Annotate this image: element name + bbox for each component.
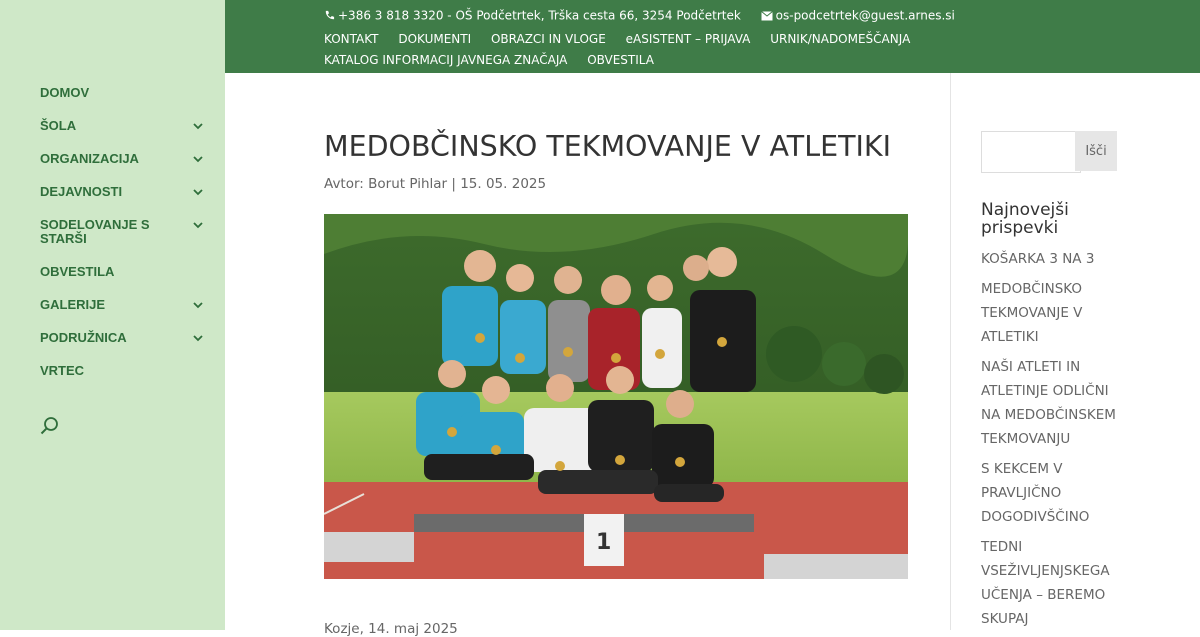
recent-post-link[interactable]: TEDNI VSEŽIVLJENJSKEGA UČENJA – BEREMO SKUPAJ [981, 539, 1110, 627]
content-divider [950, 73, 951, 630]
search-icon[interactable] [40, 416, 60, 436]
topmenu-kontakt[interactable]: KONTAKT [324, 32, 379, 46]
topmenu-obrazci[interactable]: OBRAZCI IN VLOGE [490, 32, 606, 46]
nav-item-galerije[interactable] [40, 298, 210, 312]
phone-icon [324, 10, 335, 21]
secondary-nav [324, 29, 964, 71]
contact-email[interactable]: os-podcetrtek@guest.arnes.si [775, 8, 955, 23]
recent-post-link[interactable]: S KEKCEM V PRAVLJIČNO DOGODIVŠČINO [981, 461, 1090, 525]
nav-item-label: ŠOLA [40, 118, 77, 133]
post-body-start: Kozje, 14. maj 2025 [324, 621, 458, 637]
contact-info [324, 8, 955, 23]
post-title: MEDOBČINSKO TEKMOVANJE V ATLETIKI [324, 130, 891, 163]
post-content [324, 120, 908, 637]
nav-item-vrtec[interactable] [40, 364, 210, 378]
recent-posts-list [981, 247, 1121, 637]
post-meta: Avtor: Borut Pihlar | 15. 05. 2025 [324, 176, 547, 192]
chevron-down-icon[interactable] [191, 298, 205, 312]
left-sidebar [0, 0, 225, 630]
recent-post-link[interactable]: NAŠI ATLETI IN ATLETINJE ODLIČNI NA MEDOBČINSKEM TEKMOVANJU [981, 359, 1116, 447]
chevron-down-icon[interactable] [191, 331, 205, 345]
topmenu-katalog[interactable]: KATALOG INFORMACIJ JAVNEGA ZNAČAJA [324, 53, 568, 67]
contact-phone: +386 3 818 3320 - OŠ Podčetrtek, Trška cesta 66, 3254 Podčetrtek [338, 8, 741, 23]
nav-item-sola[interactable] [40, 119, 210, 133]
nav-item-label: SODELOVANJE S STARŠI [40, 217, 150, 246]
recent-post-link[interactable]: MEDOBČINSKO TEKMOVANJE V ATLETIKI [981, 281, 1083, 345]
nav-item-domov[interactable] [40, 86, 210, 100]
nav-item-sodelovanje[interactable] [40, 218, 210, 246]
chevron-down-icon[interactable] [191, 185, 205, 199]
topmenu-dokumenti[interactable]: DOKUMENTI [398, 32, 472, 46]
recent-posts-title: Najnovejši prispevki [981, 200, 1069, 238]
topmenu-easistent[interactable]: eASISTENT – PRIJAVA [625, 32, 751, 46]
nav-item-label: DOMOV [40, 85, 90, 100]
nav-item-dejavnosti[interactable] [40, 185, 210, 199]
nav-item-obvestila[interactable] [40, 265, 210, 279]
svg-text:1: 1 [596, 530, 612, 555]
chevron-down-icon[interactable] [191, 218, 205, 232]
search-button[interactable]: Išči [1075, 131, 1117, 171]
nav-item-label: PODRUŽNICA [40, 330, 127, 345]
chevron-down-icon[interactable] [191, 119, 205, 133]
search-input[interactable] [981, 131, 1081, 173]
chevron-down-icon[interactable] [191, 152, 205, 166]
nav-item-label: ORGANIZACIJA [40, 151, 139, 166]
nav-item-label: DEJAVNOSTI [40, 184, 123, 199]
nav-item-podruznica[interactable] [40, 331, 210, 345]
topmenu-obvestila[interactable]: OBVESTILA [587, 53, 654, 67]
topmenu-urnik[interactable]: URNIK/NADOMEŠČANJA [770, 32, 911, 46]
main-nav [40, 86, 210, 397]
nav-item-organizacija[interactable] [40, 152, 210, 166]
envelope-icon [761, 11, 773, 21]
nav-item-label: OBVESTILA [40, 264, 115, 279]
recent-post-link[interactable]: KOŠARKA 3 NA 3 [981, 251, 1095, 267]
nav-item-label: GALERIJE [40, 297, 106, 312]
top-header-bar [225, 0, 1200, 73]
nav-item-label: VRTEC [40, 363, 85, 378]
post-photo [324, 214, 908, 579]
